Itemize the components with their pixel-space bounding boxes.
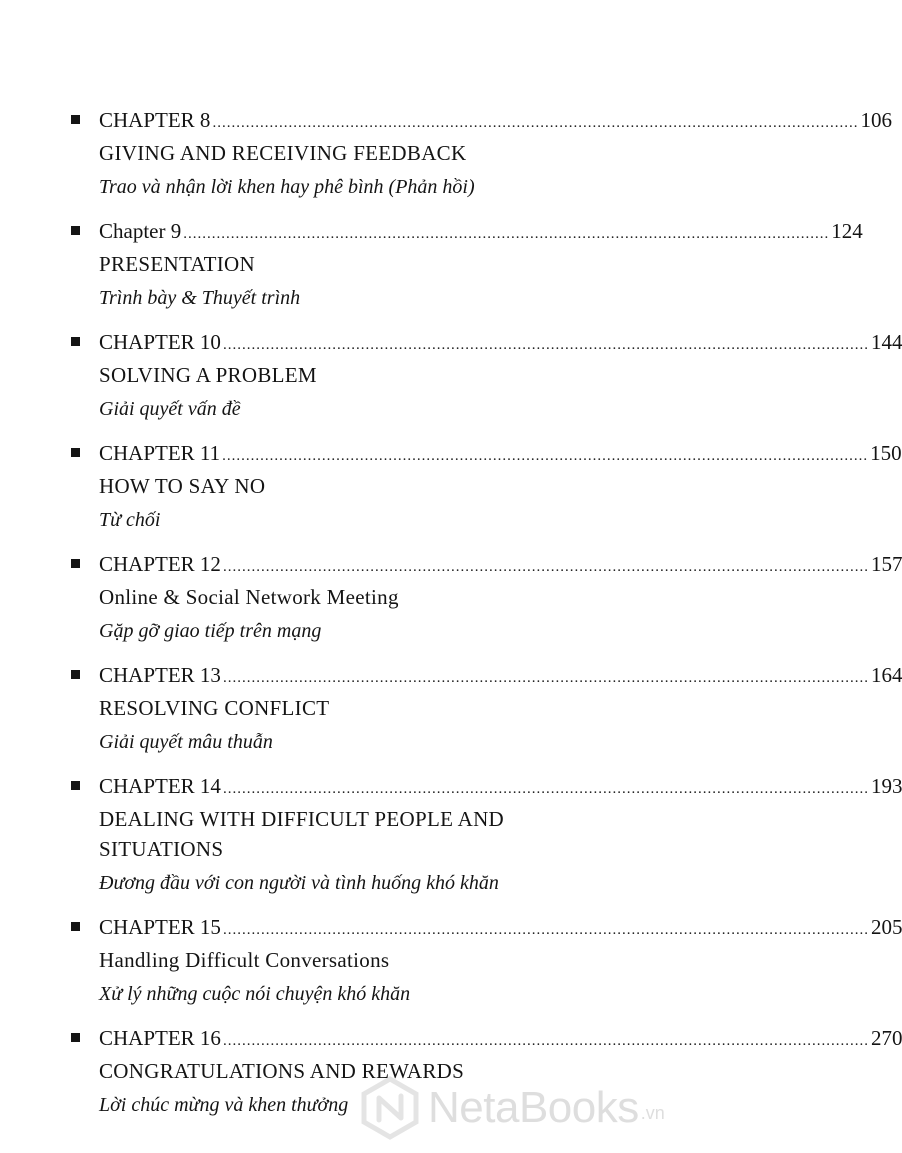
dot-leader: ........................................................................................................................................ xyxy=(222,559,869,575)
page-number: 270 xyxy=(870,1026,902,1050)
toc-chapter-line[interactable] xyxy=(99,437,902,469)
chapter-title-vi: Từ chối xyxy=(99,509,161,531)
chapter-label: CHAPTER 14 xyxy=(99,774,221,798)
toc-chapter-line[interactable] xyxy=(99,1022,902,1054)
toc-entry xyxy=(99,911,902,1009)
chapter-title-vi: Giải quyết mâu thuẫn xyxy=(99,731,273,753)
square-bullet-icon xyxy=(71,115,80,124)
chapter-label: CHAPTER 13 xyxy=(99,663,221,687)
toc-entry xyxy=(99,659,902,757)
dot-leader: ........................................................................................................................................ xyxy=(183,226,830,242)
chapter-title-vi: Trao và nhận lời khen hay phê bình (Phản hồi) xyxy=(99,176,475,198)
dot-leader: ........................................................................................................................................ xyxy=(222,1033,869,1049)
chapter-title-en: RESOLVING CONFLICT xyxy=(99,696,330,720)
page-number: 150 xyxy=(870,441,902,465)
dot-leader: ........................................................................................................................................ xyxy=(222,922,869,938)
toc-chapter-line[interactable] xyxy=(99,104,892,136)
chapter-title-vi: Gặp gỡ giao tiếp trên mạng xyxy=(99,620,322,642)
square-bullet-icon xyxy=(71,337,80,346)
toc-entry xyxy=(99,104,892,202)
dot-leader: ........................................................................................................................................ xyxy=(212,115,859,131)
chapter-label: CHAPTER 16 xyxy=(99,1026,221,1050)
chapter-title-en: GIVING AND RECEIVING FEEDBACK xyxy=(99,141,467,165)
square-bullet-icon xyxy=(71,226,80,235)
chapter-label: CHAPTER 12 xyxy=(99,552,221,576)
toc-entry xyxy=(99,548,902,646)
page-number: 106 xyxy=(860,108,892,132)
page-number: 193 xyxy=(870,774,902,798)
page-number: 144 xyxy=(870,330,902,354)
chapter-title-vi: Giải quyết vấn đề xyxy=(99,398,241,420)
square-bullet-icon xyxy=(71,670,80,679)
square-bullet-icon xyxy=(71,922,80,931)
dot-leader: ........................................................................................................................................ xyxy=(222,448,869,464)
chapter-label: Chapter 9 xyxy=(99,219,182,243)
watermark-brand: NetaBooks xyxy=(428,1083,639,1132)
toc-chapter-line[interactable] xyxy=(99,326,902,358)
toc-chapter-line[interactable] xyxy=(99,911,902,943)
chapter-title-vi: Xử lý những cuộc nói chuyện khó khăn xyxy=(99,983,411,1005)
page-number: 205 xyxy=(870,915,902,939)
chapter-title-vi: Đương đầu với con người và tình huống khó khăn xyxy=(99,872,499,894)
dot-leader: ........................................................................................................................................ xyxy=(222,781,869,797)
square-bullet-icon xyxy=(71,1033,80,1042)
chapter-title-en: SOLVING A PROBLEM xyxy=(99,363,317,387)
chapter-label: CHAPTER 8 xyxy=(99,108,211,132)
chapter-title-en: PRESENTATION xyxy=(99,252,255,276)
toc-chapter-line[interactable] xyxy=(99,215,863,247)
chapter-title-en: Online & Social Network Meeting xyxy=(99,585,399,609)
toc-entry xyxy=(99,215,863,313)
page-number: 124 xyxy=(831,219,863,243)
chapter-title-vi: Lời chúc mừng và khen thưởng xyxy=(99,1094,349,1116)
toc-entry xyxy=(99,437,902,535)
chapter-title-en: CONGRATULATIONS AND REWARDS xyxy=(99,1059,465,1083)
chapter-label: CHAPTER 10 xyxy=(99,330,221,354)
chapter-title-en: Handling Difficult Conversations xyxy=(99,948,390,972)
square-bullet-icon xyxy=(71,781,80,790)
toc-entry xyxy=(99,770,902,898)
netabooks-watermark xyxy=(360,1074,665,1142)
page-number: 157 xyxy=(870,552,902,576)
chapter-label: CHAPTER 11 xyxy=(99,441,221,465)
table-of-contents xyxy=(0,104,902,1133)
watermark-suffix: .vn xyxy=(640,1103,665,1123)
toc-chapter-line[interactable] xyxy=(99,770,902,802)
square-bullet-icon xyxy=(71,448,80,457)
chapter-title-en: HOW TO SAY NO xyxy=(99,474,266,498)
chapter-label: CHAPTER 15 xyxy=(99,915,221,939)
netabooks-logo-icon xyxy=(360,1076,420,1140)
dot-leader: ........................................................................................................................................ xyxy=(222,670,869,686)
chapter-title-vi: Trình bày & Thuyết trình xyxy=(99,287,301,309)
toc-chapter-line[interactable] xyxy=(99,548,902,580)
toc-chapter-line[interactable] xyxy=(99,659,902,691)
toc-entry xyxy=(99,326,902,424)
dot-leader: ........................................................................................................................................ xyxy=(222,337,869,353)
page-number: 164 xyxy=(870,663,902,687)
square-bullet-icon xyxy=(71,559,80,568)
chapter-title-en: DEALING WITH DIFFICULT PEOPLE AND SITUATIONS xyxy=(99,807,505,861)
